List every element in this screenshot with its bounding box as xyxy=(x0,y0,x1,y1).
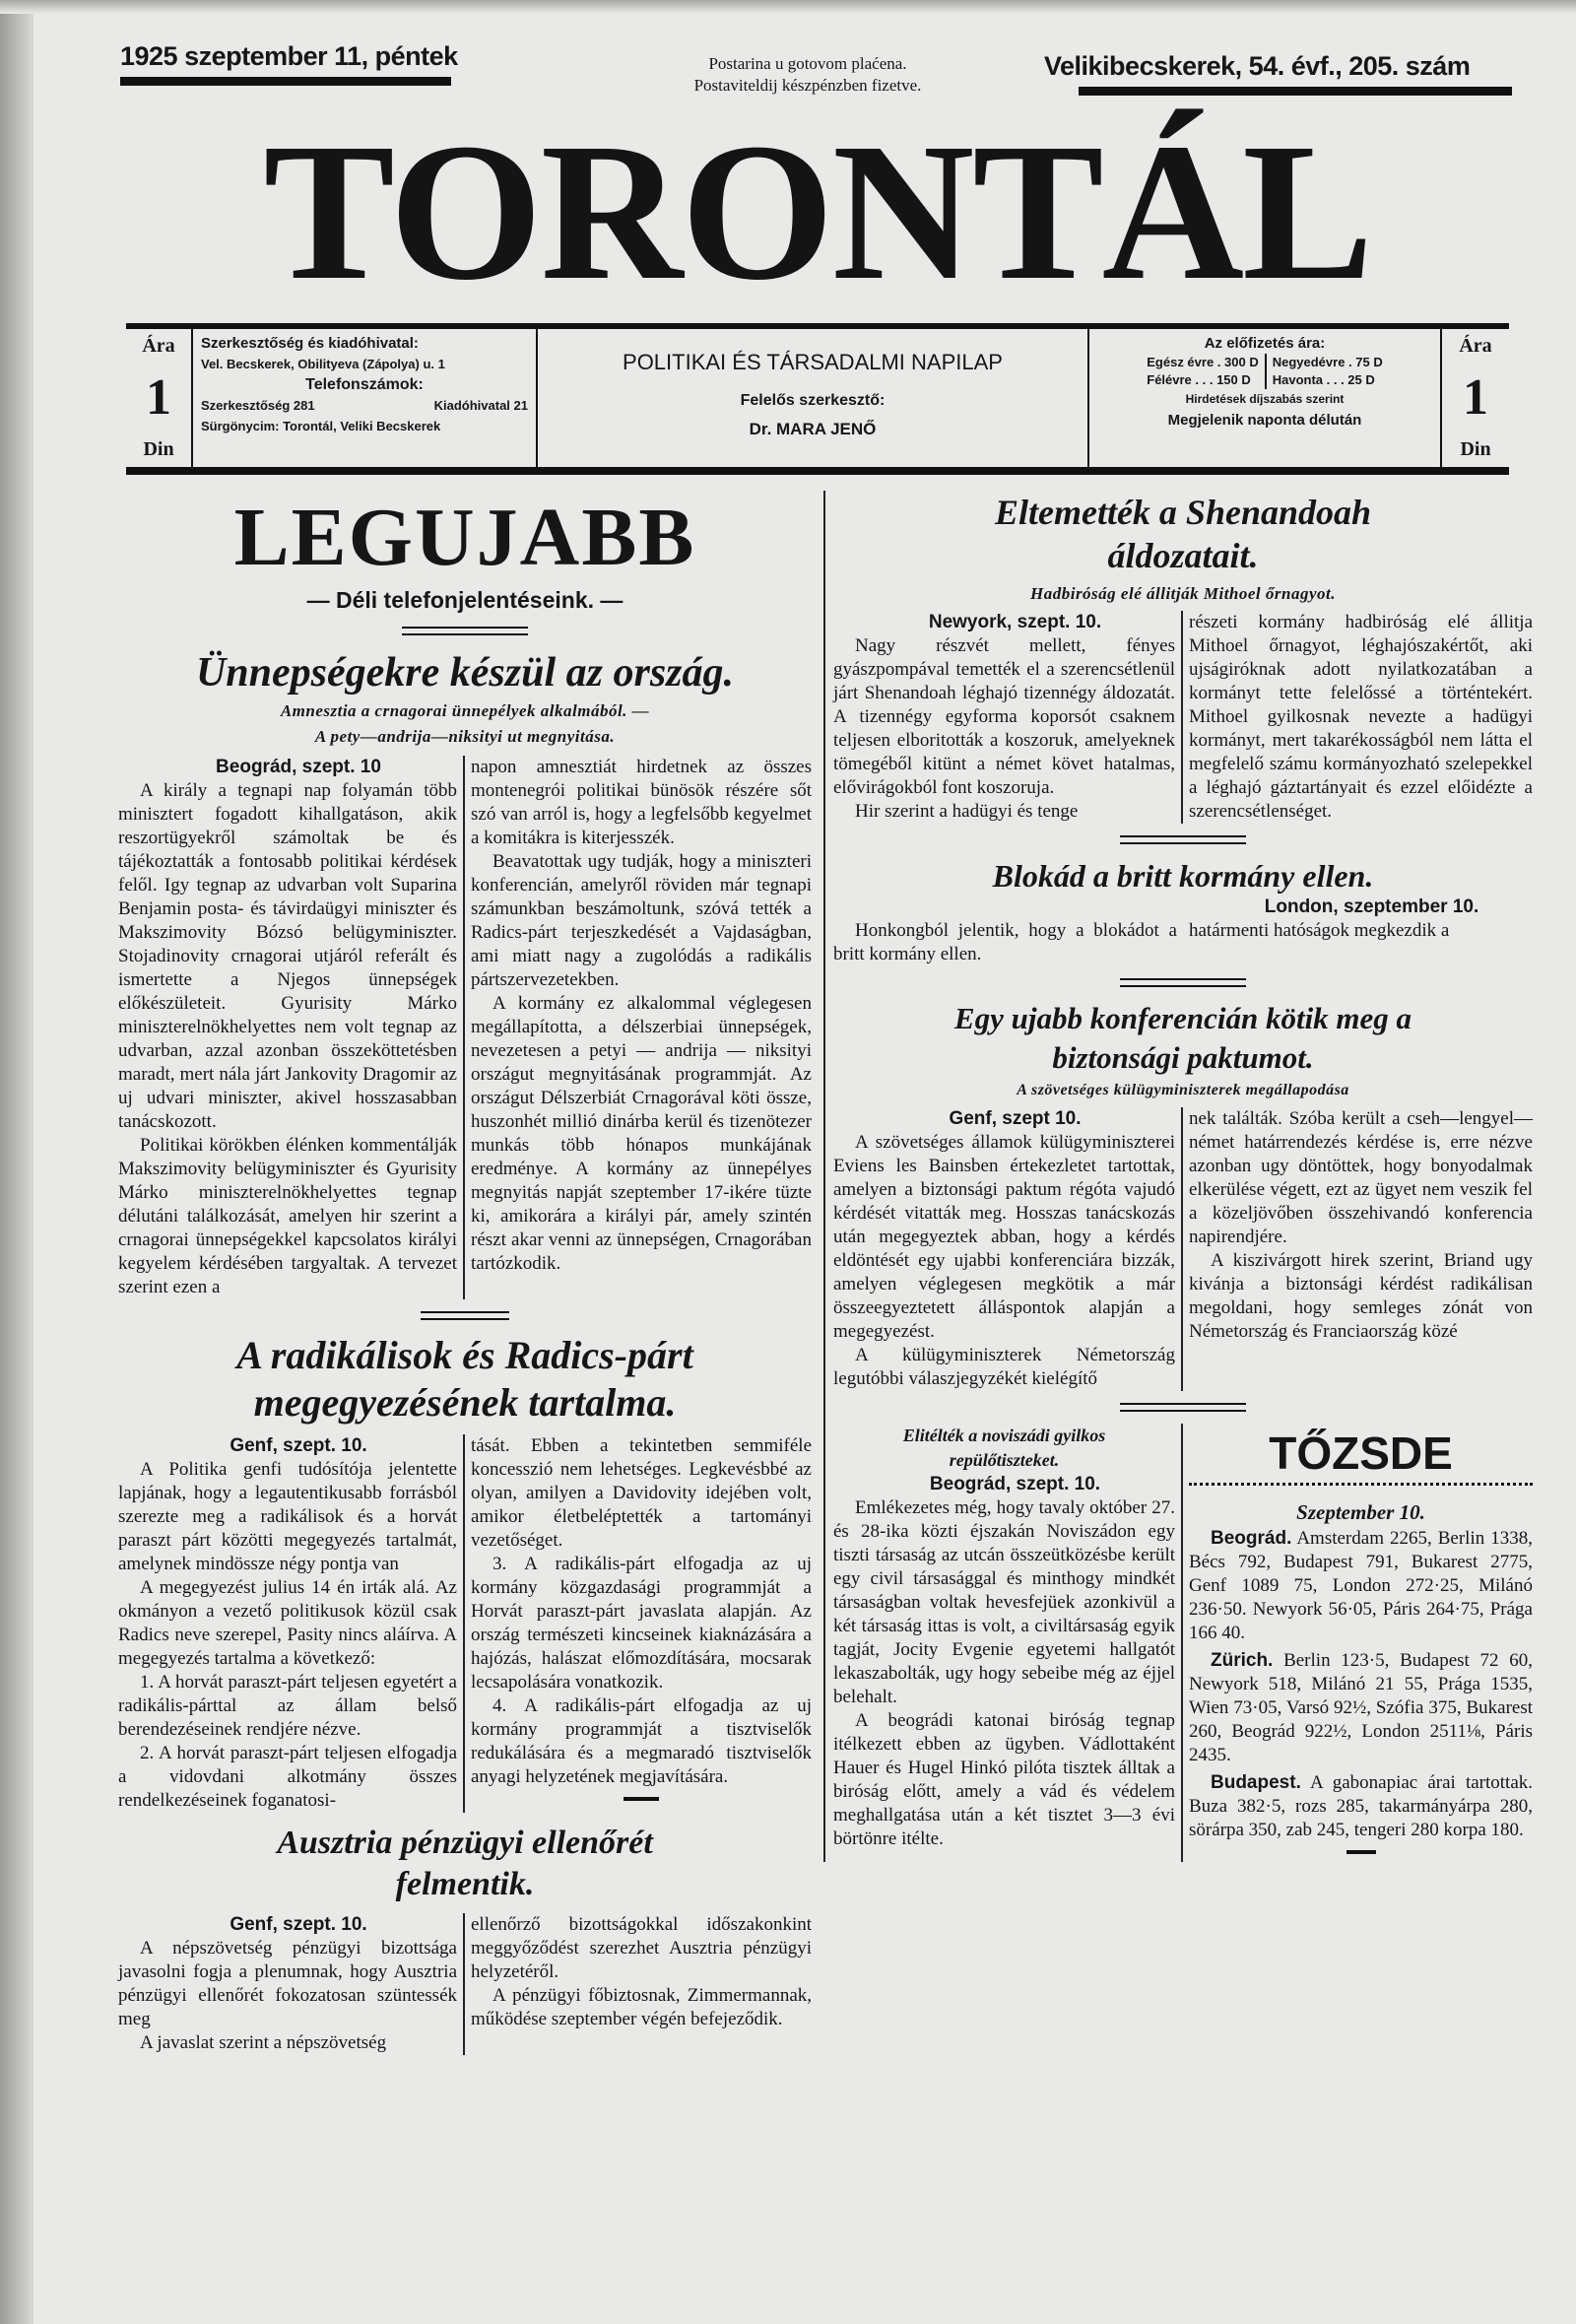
section-rule xyxy=(1120,978,1246,987)
headline-line: felmentik. xyxy=(395,1866,535,1902)
exchange-rates: Berlin 123·5, Budapest 72 60, Newyork 518, Milánó 21 55, Prága 1535, Wien 73·05, Varsó 92½, Szófia 375, Bukarest 260, Beográd 922½, London 2511⅛, Páris 2435. xyxy=(1189,1650,1534,1765)
phones-title: Telefonszámok: xyxy=(305,376,424,393)
exchange-city: Beográd. xyxy=(1211,1528,1292,1549)
headline-line: biztonsági paktumot. xyxy=(1052,1040,1314,1075)
paragraph: nek találták. Szóba került a cseh—lengyel—német határrendezés kérdése is, erre nézve azonban ugy döntöttek, hogy bonyodalmak elkerülése végett, ezt az ügyet nem veszik fel a közeljövőben összehivandó konferencia napirendjére. xyxy=(1189,1108,1533,1247)
dateline: London, szeptember 10. xyxy=(1264,896,1479,917)
headline-ausztria xyxy=(118,1823,812,1905)
article-body xyxy=(118,756,812,1299)
paragraph: A népszövetség pénzügyi bizottsága javasolni fogja a plenumnak, hogy Ausztria pénzügyi ellenőrét fokozatosan szüntessék meg xyxy=(118,1938,457,2029)
article-column xyxy=(833,1107,1183,1391)
paragraph: A pénzügyi főbiztosnak, Zimmermannak, működése szeptember végén befejeződik. xyxy=(471,1985,812,2029)
headline-line: Ausztria pénzügyi ellenőrét xyxy=(277,1825,653,1861)
subscription-box xyxy=(1089,329,1442,467)
exchange-city: Budapest. xyxy=(1211,1772,1301,1793)
masthead-logo: TORONTÁL xyxy=(263,103,1372,321)
paragraph: A megegyezést julius 14 én irták alá. Az okmányon a vezető politikusok közül csak Radics neve szerepel, Pasity nincs aláírva. A megegyezés tartalma a következő: xyxy=(118,1577,457,1669)
telegram-address: Sürgönycim: Torontál, Veliki Becskerek xyxy=(201,419,441,433)
article-body xyxy=(833,611,1533,824)
right-main-column xyxy=(823,491,1533,1862)
article-column xyxy=(465,1913,812,2055)
price-right xyxy=(1442,329,1509,467)
price-year: Egész évre . 300 D xyxy=(1147,355,1259,369)
price-unit: Din xyxy=(1460,438,1491,460)
paragraph: 2. A horvát paraszt-párt teljesen elfogadja a vidovdani alkotmány összes rendelkezéseinek foganatosi- xyxy=(118,1743,457,1811)
date-rule xyxy=(120,77,451,86)
price-unit: Din xyxy=(143,438,174,460)
tozsde-title: TŐZSDE xyxy=(1269,1428,1453,1479)
article-elitelek xyxy=(833,1424,1183,1862)
dateline: Genf, szept. 10. xyxy=(230,1435,367,1456)
article-column xyxy=(118,1434,465,1813)
headline-line: A radikálisok és Radics-párt xyxy=(236,1333,693,1377)
postage-note xyxy=(630,53,985,97)
section-legujabb xyxy=(118,491,812,647)
issue-number: Velikibecskerek, 54. évf., 205. szám xyxy=(1044,51,1471,81)
exchange-rates: Amsterdam 2265, Berlin 1338, Bécs 792, Budapest 791, Bukarest 2775, Genf 1089 75, London 272·25, Milánó 236·50. Newyork 56·05, Páris 264·75, Prága 166 40. xyxy=(1189,1528,1533,1643)
subheadline: Hadbiróság elé állitják Mithoel őrnagyot. xyxy=(1030,584,1336,603)
dateline: Newyork, szept. 10. xyxy=(928,612,1102,632)
headline-unnepsegek: Ünnepségekre készül az ország. xyxy=(195,650,735,696)
paragraph: A javaslat szerint a népszövetség xyxy=(140,2032,387,2053)
headline-line: áldozatait. xyxy=(1107,536,1259,575)
paragraph: Honkongból jelentik, hogy a blokádot a britt kormány ellen. xyxy=(833,920,1177,964)
headline-konferencia xyxy=(833,999,1533,1078)
headline-blokad: Blokád a britt kormány ellen. xyxy=(992,858,1374,894)
dateline: Beográd, szept. 10 xyxy=(216,757,381,777)
dateline: Beográd, szept. 10. xyxy=(929,1474,1101,1494)
left-main-column xyxy=(118,491,812,2055)
postage-line: Postarina u gotovom plaćena. xyxy=(708,54,907,73)
price-quarter: Negyedévre . 75 D xyxy=(1272,355,1383,369)
headline-radikalisok xyxy=(118,1332,812,1427)
headline-line: repülőtiszteket. xyxy=(949,1450,1060,1470)
section-rule xyxy=(1120,1403,1246,1412)
article-radikalisok xyxy=(118,1332,812,1813)
paragraph: A kormány ez alkalommal véglegesen megállapította, a délszerbiai ünnepségek, nevezetesen a petyi — andrija — niksityi országut megnyitásának programmját. Az országut Délszerbiát Crnagorával köti össze, huszonhét millió dinárba kerül és tizenötezer munkás több hónapos munkájának eredménye. A kormány az ünnepélyes megnyitás napját szeptember 17-ikére tüzte ki, amikorára a királyi pár, amely szintén részt akar venni az ünnepségen, Crnagorában tartózkodik. xyxy=(471,993,812,1274)
postage-line: Postaviteldij készpénzben fizetve. xyxy=(693,76,922,95)
headline-line: Elitélték a noviszádi gyilkos xyxy=(902,1426,1106,1445)
paragraph: ellenőrző bizottságokkal időszakonkint meggyőződést szerezhet Ausztria pénzügyi helyzetéről. xyxy=(471,1914,812,1982)
price-value: 1 xyxy=(146,369,171,426)
headline-line: Eltemették a Shenandoah xyxy=(994,493,1372,532)
paper-subtitle: POLITIKAI ÉS TÁRSADALMI NAPILAP xyxy=(623,350,1003,374)
page-top-edge xyxy=(0,0,1576,14)
section-title-legujabb: LEGUJABB xyxy=(233,492,696,583)
end-mark xyxy=(624,1797,659,1801)
article-column xyxy=(1183,1107,1533,1391)
paragraph: A külügyminiszterek Németország legutóbbi válaszjegyzékét kielégítő xyxy=(833,1345,1175,1389)
headline-elitelek xyxy=(833,1424,1175,1473)
headline-line: megegyezésének tartalma. xyxy=(253,1380,677,1425)
article-konferencia xyxy=(833,999,1533,1424)
section-rule xyxy=(421,1311,509,1320)
article-column xyxy=(833,611,1183,824)
article-blokad xyxy=(833,856,1533,999)
price-label: Ára xyxy=(1459,335,1492,357)
article-unnepsegek xyxy=(118,647,812,1332)
article-column xyxy=(118,1913,465,2055)
paragraph: Beavatottak ugy tudják, hogy a miniszteri konferencián, amelyről röviden már tegnapi számunkban beszámoltunk, szóvá tették a Radics-párt terjeszkedését a Vajdaságban, ami miatt nagy a zugolódás a radikális pártszervezetekben. xyxy=(471,851,812,990)
article-column xyxy=(465,1434,812,1813)
ad-pricing: Hirdetések díjszabás szerint xyxy=(1185,392,1345,406)
article-column xyxy=(1183,896,1533,966)
article-body xyxy=(118,1434,812,1813)
paragraph: Politikai körökben élénken kommentálják Makszimovity belügyminiszter és Gyurisity Márko miniszterelnökhelyettes tegnap délutáni találkozását, amelyen hir szerint a crnagorai ünnepségekkel kapcsolatos királyi kegyelem kérdésében targyaltak. A tervezet szerint ezen a xyxy=(118,1135,457,1297)
article-body xyxy=(833,896,1533,966)
subheadline-line: A pety—andrija—niksityi ut megnyitása. xyxy=(314,727,616,746)
office-info xyxy=(193,329,538,467)
paragraph: A király a tegnapi nap folyamán több minisztert fogadott kihallgatáson, akik reszortügyekről számoltak be és tájékoztatták a fontosabb politikai kérdések felől. Igy tegnap az udvarban volt Suparina Benjamin posta- és távirdaügyi miniszter és Makszimovity Bózsó belügyminiszter. Stojadinovity crnagorai utjáról referált és ismertette a Njegos ünnepségek előkészületeit. Gyurisity Márko miniszterelnökhelyettes nem volt tegnap az udvarban, azzal azonban összeköttetésben maradt, mert nála járt Jankovity Dragomir az uj udvari miniszter, akivel hosszasabban tanácskozott. xyxy=(118,780,457,1132)
issue-date: 1925 szeptember 11, péntek xyxy=(120,41,458,71)
article-column xyxy=(833,896,1183,966)
article-column xyxy=(465,756,812,1299)
article-column xyxy=(1183,611,1533,824)
price-value: 1 xyxy=(1463,369,1488,426)
paragraph: 3. A radikális-párt elfogadja az uj kormány közgazdasági programmját a Horvát paraszt-párt javaslata alapján. Az ország természeti kincseinek kiaknázására a hajózás, halászat előmozdítására, mocsarak lecsapolására vonatkozik. xyxy=(471,1554,812,1693)
article-body xyxy=(833,1107,1533,1391)
paragraph: Hir szerint a hadügyi és tenge xyxy=(855,801,1079,822)
subscription-title: Az előfizetés ára: xyxy=(1204,335,1326,352)
paragraph: A Politika genfi tudósítója jelentette lapjának, hogy a legautentikusabb forrásból szerezte meg a radikálisok és a horvát paraszt párt közötti megegyezés tartalmát, amelynek mindössze négy pontja van xyxy=(118,1459,457,1574)
phone-editorial: Szerkesztőség 281 xyxy=(201,398,315,413)
grain-prices: A gabonapiac árai tartottak. Buza 382·5, rozs 285, takarmányárpa 280, sörárpa 350, zab 245, tengeri 280 korpa 180. xyxy=(1189,1772,1534,1840)
tozsde-column xyxy=(1183,1424,1533,1862)
paragraph: részeti kormány hadbiróság elé állitja Mithoel őrnagyot, léghajószakértőt, aki ujságiróknak adott nyilatkozatában a kormányt tette felelőssé a történtekért. Mithoel gyilkosnak nevezte a hadügyi kormányt, mert takarékosságból nem látta el megfelelő számu kormányozható szelepekkel a léghajó gáztartányait és ezzel előidézte a szerencsétlenséget. xyxy=(1189,612,1533,822)
paragraph: határmenti hatóságok megkezdik a xyxy=(1189,920,1450,941)
price-label: Ára xyxy=(142,335,175,357)
info-box xyxy=(126,323,1509,475)
end-mark xyxy=(1346,1850,1376,1854)
office-title: Szerkesztőség és kiadóhivatal: xyxy=(201,335,419,352)
subheadline-line: Amnesztia a crnagorai ünnepélyek alkalmából. — xyxy=(280,701,650,720)
article-ausztria xyxy=(118,1823,812,2055)
paragraph: napon amnesztiát hirdetnek az összes montenegrói politikai bünösök részére sőt szó van arról is, hogy a legfelsőbb kegyelmet a komitákra is kiterjesszék. xyxy=(471,757,812,848)
paragraph: 4. A radikális-párt elfogadja az uj kormány programmját a tisztviselők redukálására és a megmaradó tisztviselők anyagi helyzetének megjavítására. xyxy=(471,1695,812,1787)
page-edge xyxy=(0,0,33,2324)
section-rule xyxy=(402,627,528,635)
price-half-year: Félévre . . . 150 D xyxy=(1147,372,1251,387)
office-address: Vel. Becskerek, Obilityeva (Zápolya) u. 1 xyxy=(201,357,445,371)
phone-publisher: Kiadóhivatal 21 xyxy=(433,398,528,413)
tozsde-date: Szeptember 10. xyxy=(1296,1500,1425,1524)
paper-subtitle-box xyxy=(538,329,1089,467)
dateline: Genf, szept. 10. xyxy=(230,1914,367,1935)
paragraph: Emlékezetes még, hogy tavaly október 27. és 28-ika közti éjszakán Noviszádon egy tiszti társaság az utcán összeütközésbe került egy civil társasággal és minthogy mindkét társaságban voltak hevesfejüek azonkivül a két társaság ittas is volt, a civiltársaság egyik tagját, Jocity Evgenie egyetemi hallgatót lekaszabolták, ugy hogy sebeibe még az éjjel belehalt. xyxy=(833,1497,1175,1707)
subheadline xyxy=(118,698,812,750)
article-body xyxy=(118,1913,812,2055)
paragraph: A szövetséges államok külügyminiszterei Eviens les Bainsben értekezletet tartottak, amelyen a biztonsági paktum régóta vajudó kérdését vitatták meg. Hosszas tanácskozás után megegyeztek abban, hogy a kérdés eldöntését egy ujabbi konferenciára bizzák, amelyen véglegesen megkötik a már összeegyeztetett álláspontok alapján a megegyezést. xyxy=(833,1132,1175,1342)
paragraph: A beográdi katonai biróság tegnap itélkezett ebben az ügyben. Vádlottaként Hauer és Hugel Hinkó pilóta tisztek álltak a biróság előtt, amely a vád és védelem meghallgatása után a két tisztet 3—3 évi börtönre itélte. xyxy=(833,1710,1175,1849)
subheadline: A szövetséges külügyminiszterek megállapodása xyxy=(1017,1082,1349,1098)
exchange-city: Zürich. xyxy=(1211,1650,1274,1671)
section-subtitle: — Déli telefonjelentéseink. — xyxy=(306,587,624,613)
paragraph: Nagy részvét mellett, fényes gyászpompával temették el a szerencsétlenül járt Shenandoah léghajó tizennégy áldozatát. A tizennégy egyforma koporsót csaknem teljesen elboritották a koszoruk, amelyeknek tömegéből kitünt a német követ hatalmas, elővirágokból font koszoruja. xyxy=(833,635,1175,798)
section-rule xyxy=(1120,835,1246,844)
bottom-right-block xyxy=(833,1424,1533,1862)
editor-label: Felelős szerkesztő: xyxy=(740,392,886,409)
paragraph: A kiszivárgott hirek szerint, Briand ugy kivánja a biztonsági kérdést radikálisan megoldani, hogy semleges zónát von Németország és Franciaország közé xyxy=(1189,1250,1533,1342)
headline-shenandoah xyxy=(833,491,1533,577)
issue-rule xyxy=(1079,87,1512,96)
article-shenandoah xyxy=(833,491,1533,856)
editor-name: Dr. MARA JENŐ xyxy=(749,420,877,438)
paragraph: 1. A horvát paraszt-párt teljesen egyetért a radikális-párttal az állam belső berendezéseinek rendjére nézve. xyxy=(118,1672,457,1740)
paragraph: tását. Ebben a tekintetben semmiféle koncesszió nem lehetséges. Legkevésbbé az olyan, amilyen a Davidovity idejében volt, amikor életbeléptették a tartományi vezetőséget. xyxy=(471,1435,812,1551)
publication-schedule: Megjelenik naponta délután xyxy=(1167,412,1362,429)
dateline: Genf, szept 10. xyxy=(949,1108,1082,1129)
headline-line: Egy ujabb konferencián kötik meg a xyxy=(953,1001,1412,1035)
price-month: Havonta . . . 25 D xyxy=(1272,372,1375,387)
price-left xyxy=(126,329,193,467)
tozsde-banner xyxy=(1189,1424,1533,1486)
article-column xyxy=(118,756,465,1299)
